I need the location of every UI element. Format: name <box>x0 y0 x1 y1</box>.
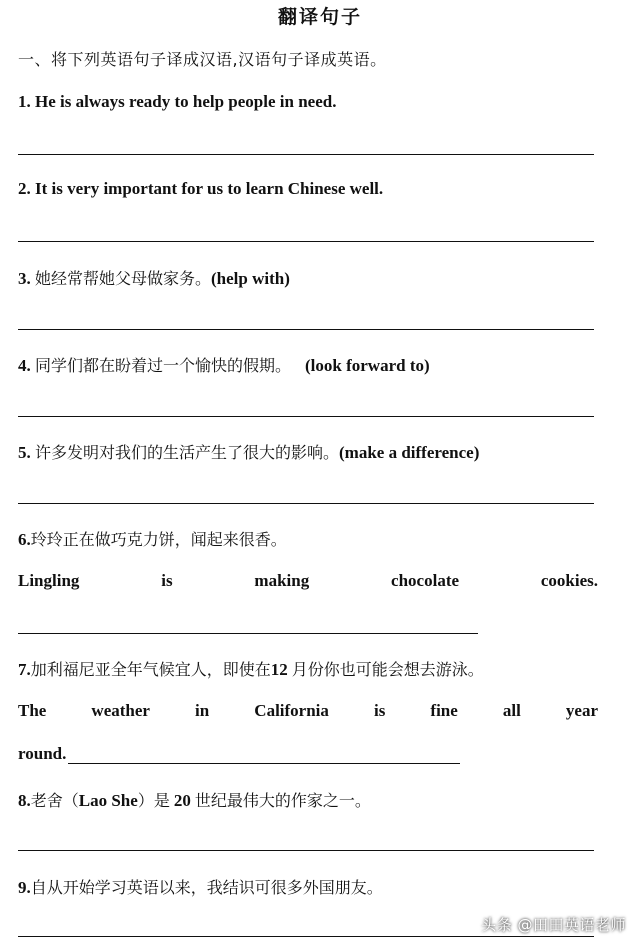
question-number-12: 12 <box>270 660 288 679</box>
question-text: 老舍（ <box>30 791 79 810</box>
question-3 <box>18 266 290 289</box>
question-text: 自从开始学习英语以来，我结识可很多外国朋友。 <box>30 878 383 897</box>
answer-line-1[interactable] <box>18 154 594 155</box>
word: making <box>254 571 310 590</box>
q7-english-stem-end <box>18 744 460 764</box>
question-number: 4. <box>18 356 35 375</box>
question-number: 5. <box>18 443 35 462</box>
question-number: 7. <box>18 660 31 679</box>
word: fine <box>430 701 458 720</box>
answer-line-5[interactable] <box>18 503 594 504</box>
question-number: 1. <box>18 92 35 111</box>
question-text: 许多发明对我们的生活产生了很大的影响。 <box>35 443 340 462</box>
question-number: 3. <box>18 269 35 288</box>
question-text: He is always ready to help people in need. <box>35 92 337 111</box>
word: is <box>161 571 173 590</box>
question-hint: (help with) <box>211 269 290 288</box>
word: chocolate <box>391 571 460 590</box>
answer-line-2[interactable] <box>18 241 594 242</box>
question-text: It is very important for us to learn Chinese well. <box>35 179 384 198</box>
word: round. <box>18 744 67 763</box>
word: The <box>18 701 47 720</box>
instruction: 一、将下列英语句子译成汉语,汉语句子译成英语。 <box>18 50 387 69</box>
question-1 <box>18 92 336 112</box>
answer-line-8[interactable] <box>18 850 594 851</box>
word: year <box>565 701 598 720</box>
question-5 <box>18 440 479 463</box>
question-6 <box>18 527 287 550</box>
question-text: 加利福尼亚全年气候宜人，即使在 <box>30 660 271 679</box>
question-text: 玲玲正在做巧克力饼，闻起来很香。 <box>30 530 287 549</box>
question-number: 2. <box>18 179 35 198</box>
question-2 <box>18 179 383 199</box>
page-title: 翻译句子 <box>277 6 362 28</box>
question-hint: (make a difference) <box>339 443 480 462</box>
question-text-mid: ）是 <box>137 791 170 810</box>
question-7 <box>18 657 484 680</box>
question-9 <box>18 875 383 898</box>
word: weather <box>91 701 150 720</box>
question-number-20: 20 <box>173 791 191 810</box>
question-text-rest: 世纪最伟大的作家之一。 <box>194 791 371 810</box>
word: is <box>373 701 386 720</box>
question-8 <box>18 788 371 811</box>
answer-line-7[interactable] <box>68 749 460 764</box>
watermark: 头条 @田田英语老师 <box>481 916 626 934</box>
question-name-en: Lao She <box>78 791 138 810</box>
answer-line-9[interactable] <box>18 936 594 937</box>
word: in <box>195 701 210 720</box>
answer-line-4[interactable] <box>18 416 594 417</box>
q6-english-stem <box>18 571 598 591</box>
word: Lingling <box>18 571 80 590</box>
answer-line-3[interactable] <box>18 329 594 330</box>
word: California <box>254 701 329 720</box>
answer-line-6[interactable] <box>18 633 478 634</box>
question-text: 同学们都在盼着过一个愉快的假期。 <box>35 356 292 375</box>
question-number: 9. <box>18 878 31 897</box>
question-text-rest: 月份你也可能会想去游泳。 <box>291 660 484 679</box>
q7-english-stem <box>18 701 598 721</box>
word: cookies. <box>540 571 598 590</box>
question-4 <box>18 353 430 376</box>
word: all <box>502 701 521 720</box>
question-number: 8. <box>18 791 31 810</box>
question-number: 6. <box>18 530 31 549</box>
question-hint: (look forward to) <box>305 356 430 375</box>
question-text: 她经常帮她父母做家务。 <box>35 269 212 288</box>
